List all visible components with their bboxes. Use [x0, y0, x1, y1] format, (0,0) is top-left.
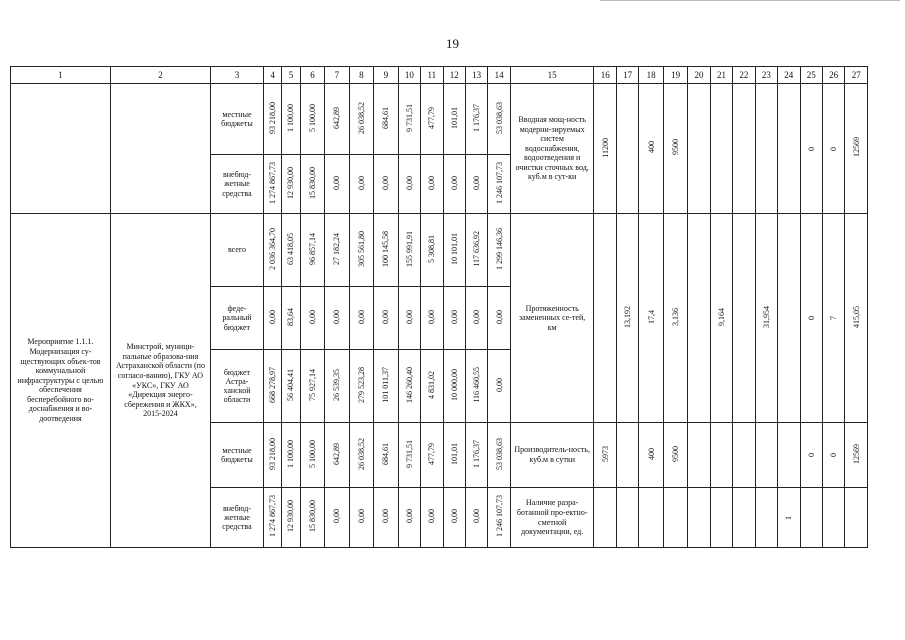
- value-cell: 146 260,40: [404, 366, 414, 403]
- value-cell: 117 636,92: [472, 231, 482, 267]
- value-cell: 10 000,00: [449, 368, 459, 401]
- column-header: 23: [755, 67, 777, 84]
- value-cell: 668 278,97: [268, 366, 278, 403]
- header-row: [11, 67, 868, 84]
- indicator-cell: Вводная мощ-ность модерни-зируемых систем водоснабжения, водоотведения и очистки сточных вод, куб.м в сут-ки: [510, 84, 594, 214]
- column-header: 3: [210, 67, 263, 84]
- value-cell: 0,00: [332, 509, 342, 524]
- value-cell: 0,00: [332, 309, 342, 324]
- value-cell: 642,89: [332, 442, 342, 465]
- target-cell: 3,136: [670, 307, 680, 326]
- value-cell: 0,00: [404, 509, 414, 524]
- value-cell: 100 145,58: [381, 230, 391, 267]
- column-header: 22: [733, 67, 755, 84]
- indicator-cell: Производитель-ность, куб.м в сутки: [510, 423, 594, 488]
- value-cell: 642,89: [332, 106, 342, 129]
- target-cell: 31,954: [761, 305, 771, 328]
- value-cell: 1 246 107,73: [494, 161, 504, 204]
- value-cell: 0,00: [449, 309, 459, 324]
- value-cell: 5 308,81: [427, 234, 437, 263]
- indicator-cell: Наличие разра-ботанной про-ектно-сметной документации, ед.: [510, 488, 594, 548]
- top-rule: [600, 0, 900, 1]
- column-header: 14: [488, 67, 510, 84]
- column-header: 11: [421, 67, 443, 84]
- target-cell: 0: [806, 146, 816, 151]
- column-header: 7: [325, 67, 349, 84]
- value-cell: 1 246 107,73: [494, 495, 504, 538]
- value-cell: 1 274 867,73: [268, 495, 278, 538]
- column-header: 17: [616, 67, 638, 84]
- executor-cell: Минстрой, муници-пальные образова-ния Астраханской области (по согласо-ванию), ГКУ АО «УКС», ГКУ АО «Дирекция энерго-сбережения и ЖКХ», 2015-2024: [110, 214, 210, 548]
- column-header: 6: [300, 67, 324, 84]
- target-cell: 9,164: [716, 307, 726, 326]
- source-cell: всего: [210, 214, 263, 287]
- target-cell: 5973: [600, 445, 610, 462]
- column-header: 9: [374, 67, 398, 84]
- value-cell: 0,00: [381, 175, 391, 190]
- value-cell: 12 930,00: [286, 166, 296, 199]
- value-cell: 0,00: [381, 509, 391, 524]
- value-cell: 477,79: [427, 442, 437, 465]
- value-cell: 116 460,55: [472, 367, 482, 403]
- value-cell: 5 100,00: [307, 103, 317, 132]
- value-cell: 4 831,02: [427, 370, 437, 399]
- target-cell: 17,4: [646, 309, 656, 324]
- executor-cell-empty: [110, 84, 210, 214]
- value-cell: 0,00: [268, 309, 278, 324]
- target-cell: 0: [829, 146, 839, 151]
- value-cell: 0,00: [449, 175, 459, 190]
- value-cell: 0,00: [472, 309, 482, 324]
- target-cell: 12569: [851, 443, 861, 464]
- source-cell: внебюд-жетные средства: [210, 488, 263, 548]
- source-cell: внебюд-жетные средства: [210, 155, 263, 214]
- column-header: 2: [110, 67, 210, 84]
- column-header: 13: [465, 67, 487, 84]
- measure-cell-empty: [11, 84, 111, 214]
- column-header: 16: [594, 67, 616, 84]
- value-cell: 96 857,14: [307, 232, 317, 265]
- value-cell: 0,00: [427, 509, 437, 524]
- table-row: [11, 84, 868, 155]
- value-cell: 93 218,00: [268, 437, 278, 470]
- target-cell: 0: [806, 316, 816, 321]
- column-header: 1: [11, 67, 111, 84]
- column-header: 15: [510, 67, 594, 84]
- value-cell: 0,00: [472, 509, 482, 524]
- value-cell: 0,00: [404, 309, 414, 324]
- column-header: 10: [398, 67, 420, 84]
- page-number: 19: [446, 36, 459, 51]
- column-header: 19: [663, 67, 687, 84]
- target-cell: 9500: [670, 445, 680, 462]
- value-cell: 684,61: [381, 442, 391, 465]
- value-cell: 56 404,41: [286, 368, 296, 401]
- value-cell: 53 038,63: [494, 101, 504, 134]
- value-cell: 75 927,14: [307, 368, 317, 401]
- target-cell: 0: [829, 453, 839, 458]
- target-cell: 11200: [600, 137, 610, 158]
- value-cell: 101,01: [449, 106, 459, 129]
- value-cell: 0,00: [356, 509, 366, 524]
- value-cell: 0,00: [427, 175, 437, 190]
- value-cell: 2 036 364,70: [268, 227, 278, 270]
- value-cell: 12 930,00: [286, 500, 296, 533]
- value-cell: 27 182,24: [332, 232, 342, 265]
- indicator-cell: Протяженность замененных се-тей, км: [510, 214, 594, 423]
- target-cell: 400: [646, 141, 656, 154]
- column-header: 5: [282, 67, 300, 84]
- column-header: 26: [822, 67, 844, 84]
- value-cell: 0,00: [427, 309, 437, 324]
- value-cell: 0,00: [356, 175, 366, 190]
- target-cell: 12569: [851, 137, 861, 158]
- value-cell: 1 100,00: [286, 439, 296, 468]
- column-header: 8: [349, 67, 373, 84]
- value-cell: 9 731,51: [404, 439, 414, 468]
- source-cell: бюджет Астра-ханской области: [210, 350, 263, 423]
- value-cell: 684,61: [381, 106, 391, 129]
- value-cell: 0,00: [472, 175, 482, 190]
- column-header: 18: [639, 67, 663, 84]
- source-cell: местные бюджеты: [210, 423, 263, 488]
- value-cell: 0,00: [494, 309, 504, 324]
- value-cell: 5 100,00: [307, 439, 317, 468]
- value-cell: 279 523,28: [356, 366, 366, 403]
- value-cell: 10 101,01: [449, 232, 459, 265]
- measure-cell: Мероприятие 1.1.1. Модернизация су-ществующих объек-тов коммунальной инфраструктуры с целью обеспечения бесперебойного во-доснабжения и во-доотведения: [11, 214, 111, 548]
- value-cell: 53 038,63: [494, 437, 504, 470]
- value-cell: 63 418,05: [286, 232, 296, 265]
- value-cell: 15 830,00: [307, 500, 317, 533]
- value-cell: 0,00: [307, 309, 317, 324]
- value-cell: 101 011,37: [381, 367, 391, 403]
- value-cell: 0,00: [332, 175, 342, 190]
- value-cell: 0,00: [449, 509, 459, 524]
- value-cell: 26 038,52: [356, 437, 366, 470]
- value-cell: 1 100,00: [286, 103, 296, 132]
- value-cell: 0,00: [404, 175, 414, 190]
- value-cell: 26 539,35: [332, 368, 342, 401]
- value-cell: 101,01: [449, 442, 459, 465]
- target-cell: 7: [829, 316, 839, 321]
- column-header: 20: [688, 67, 710, 84]
- column-header: 12: [443, 67, 465, 84]
- value-cell: 0,00: [356, 309, 366, 324]
- value-cell: 305 561,80: [356, 230, 366, 267]
- value-cell: 1 176,37: [472, 439, 482, 468]
- target-cell: 400: [646, 447, 656, 460]
- value-cell: 1 274 867,73: [268, 161, 278, 204]
- target-cell: 13,192: [623, 305, 633, 328]
- column-header: 27: [845, 67, 868, 84]
- value-cell: 1 176,37: [472, 103, 482, 132]
- column-header: 21: [710, 67, 732, 84]
- value-cell: 83,64: [286, 307, 296, 326]
- column-header: 4: [263, 67, 281, 84]
- column-header: 24: [778, 67, 800, 84]
- value-cell: 477,79: [427, 106, 437, 129]
- value-cell: 0,00: [381, 309, 391, 324]
- value-cell: 93 218,00: [268, 101, 278, 134]
- target-cell: 9500: [670, 139, 680, 156]
- target-cell: 415,05: [851, 305, 861, 328]
- source-cell: местные бюджеты: [210, 84, 263, 155]
- table-row: [11, 214, 868, 287]
- value-cell: 0,00: [494, 377, 504, 392]
- source-cell: феде-ральный бюджет: [210, 287, 263, 350]
- target-cell: 1: [784, 515, 794, 520]
- value-cell: 26 038,52: [356, 101, 366, 134]
- value-cell: 15 830,00: [307, 166, 317, 199]
- target-cell: 0: [806, 453, 816, 458]
- value-cell: 1 299 146,36: [494, 227, 504, 270]
- value-cell: 9 731,51: [404, 103, 414, 132]
- program-table: [10, 66, 868, 548]
- value-cell: 155 991,91: [404, 230, 414, 267]
- column-header: 25: [800, 67, 822, 84]
